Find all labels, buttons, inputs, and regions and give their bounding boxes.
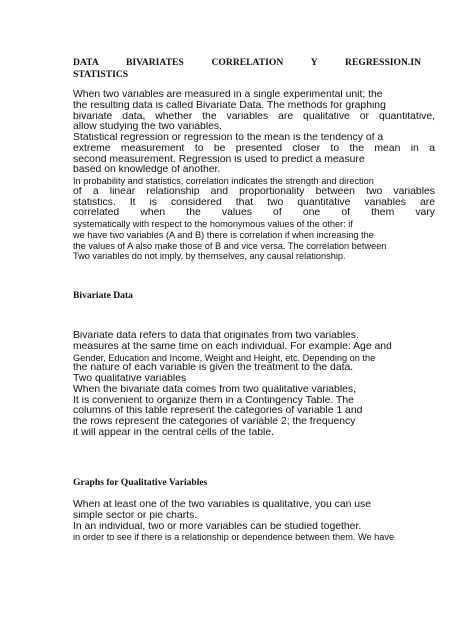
text-line: When the bivariate data comes from two qualitative variables, (73, 384, 356, 395)
text-line: we have two variables (A and B) there is correlation if when increasing the (73, 229, 374, 240)
intro-paragraph (73, 90, 435, 262)
text-line: the rows represent the categories of variable 2; the frequency (73, 417, 356, 427)
text-line: of a linear relationship and proportionality between two variables (73, 186, 435, 197)
graphs-paragraph (73, 500, 435, 543)
text-line: bivariate data, whether the variables are qualitative or quantitative, (73, 111, 435, 122)
text-line: the nature of each variable is given the treatment to the data. (73, 363, 354, 374)
text-line: In an individual, two or more variables can be studied together. (73, 521, 362, 532)
text-line: It is convenient to organize them in a Contingency Table. The (73, 395, 354, 406)
text-line: Bivariate data refers to data that originates from two variables. (73, 331, 359, 341)
text-line: correlated when the values of one of them vary (73, 208, 435, 219)
text-line: in order to see if there is a relationship or dependence between them. We have (73, 532, 395, 543)
text-line: extreme measurement to be presented closer to the mean in a (73, 143, 435, 154)
text-line: When at least one of the two variables is qualitative, you can use (73, 500, 372, 510)
text-line: second measurement. Regression is used to predict a measure (73, 154, 365, 165)
section-heading-graphs: Graphs for Qualitative Variables (73, 477, 208, 488)
text-line: Statistical regression or regression to the mean is the tendency of a (73, 133, 384, 143)
text-line: Gender, Education and Income, Weight and Height, etc. Depending on the (73, 352, 376, 363)
text-line: the values of A also make those of B and vice versa. The correlation between (73, 240, 387, 251)
text-line: Two qualitative variables (73, 374, 187, 384)
document-title-continued: STATISTICS (73, 69, 129, 80)
text-line: allow studying the two variables. (73, 122, 223, 133)
text-line: the resulting data is called Bivariate Data. The methods for graphing (73, 100, 386, 111)
section-heading-bivariate-data: Bivariate Data (73, 290, 133, 301)
text-line: based on knowledge of another. (73, 165, 221, 176)
text-line: systematically with respect to the homonymous values of the other: if (73, 219, 353, 229)
text-line: simple sector or pie charts. (73, 510, 198, 521)
text-line: Two variables do not imply, by themselves, any causal relationship. (73, 251, 346, 262)
document-title: DATA BIVARIATES CORRELATION Y REGRESSION.IN (73, 57, 421, 68)
text-line: it will appear in the central cells of the table. (73, 427, 274, 438)
text-line: measures at the same time on each individual. For example: Age and (73, 341, 392, 352)
text-line: In probability and statistics, correlation indicates the strength and direction (73, 176, 374, 186)
text-line: When two variables are measured in a single experimental unit; the (73, 90, 383, 100)
text-line: statistics. It is considered that two quantitative variables are (73, 197, 435, 208)
text-line: columns of this table represent the categories of variable 1 and (73, 406, 363, 417)
bivariate-paragraph (73, 331, 435, 439)
